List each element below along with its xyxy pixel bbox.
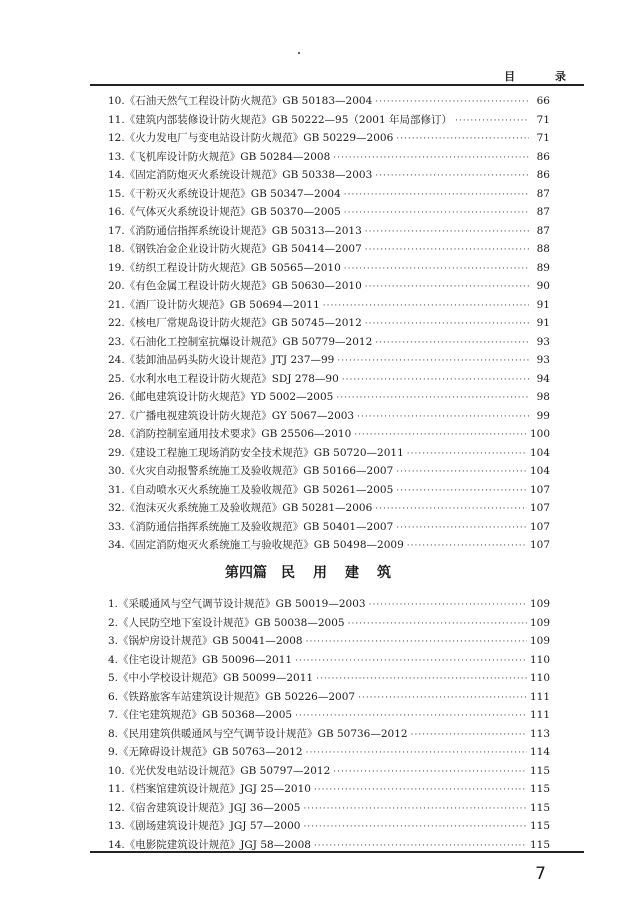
toc-entry[interactable]	[108, 652, 550, 671]
toc-entry-page: 110	[529, 672, 550, 684]
toc-entry-page: 86	[536, 150, 550, 163]
toc-entry-title: 26.《邮电建筑设计防火规范》YD 5002—2005	[108, 391, 334, 403]
toc-leader-dots	[365, 227, 529, 237]
toc-entry[interactable]	[108, 297, 550, 316]
toc-leader-dots	[306, 748, 527, 758]
toc-leader-dots	[323, 301, 529, 311]
toc-entry-title: 10.《石油天然气工程设计防火规范》GB 50183—2004	[108, 95, 373, 107]
toc-entry[interactable]	[108, 260, 550, 279]
toc-entry[interactable]	[108, 389, 550, 408]
toc-entry[interactable]	[108, 818, 550, 837]
toc-entry[interactable]	[108, 615, 550, 634]
toc-entry-page: 109	[529, 616, 550, 629]
toc-entry[interactable]	[108, 519, 550, 538]
toc-entry-page: 66	[536, 95, 550, 107]
toc-leader-dots	[344, 208, 529, 218]
toc-entry-title: 1.《采暖通风与空气调节设计规范》GB 50019—2003	[108, 598, 366, 610]
toc-entry[interactable]	[108, 707, 550, 726]
toc-entry[interactable]	[108, 241, 550, 260]
toc-leader-dots	[396, 134, 529, 144]
toc-entry-page: 71	[536, 132, 550, 144]
toc-entry[interactable]	[108, 596, 550, 615]
toc-entry-page: 89	[536, 261, 550, 274]
toc-entry-title: 19.《纺织工程设计防火规范》GB 50565—2010	[108, 261, 341, 274]
toc-entry-title: 11.《建筑内部装修设计防火规范》GB 50222—95（2001 年局部修订）	[108, 113, 452, 126]
toc-entry[interactable]	[108, 670, 550, 689]
toc-leader-dots	[455, 116, 529, 126]
toc-entry[interactable]	[108, 445, 550, 464]
toc-entry[interactable]	[108, 426, 550, 445]
toc-leader-dots	[365, 319, 529, 329]
toc-entry-page: 93	[536, 354, 550, 366]
toc-entry-title: 13.《剧场建筑设计规范》JGJ 57—2000	[108, 820, 301, 832]
toc-entry-title: 32.《泡沫灭火系统施工及验收规范》GB 50281—2006	[108, 502, 373, 514]
toc-leader-dots	[375, 171, 529, 181]
toc-entry-page: 115	[529, 783, 550, 795]
toc-leader-dots	[375, 97, 529, 107]
toc-entry-page: 107	[529, 539, 550, 551]
toc-leader-dots	[354, 430, 527, 440]
toc-entry-title: 14.《电影院建筑设计规范》JGJ 58—2008	[108, 838, 311, 851]
section-title	[0, 562, 634, 582]
header-rule	[90, 84, 584, 86]
toc-leader-dots	[396, 486, 527, 496]
toc-entry-title: 11.《档案馆建筑设计规范》JGJ 25—2010	[108, 783, 311, 795]
toc-entry-page: 91	[536, 317, 550, 329]
toc-entry[interactable]	[108, 149, 550, 168]
toc-entry-page: 94	[536, 372, 550, 385]
dot-mark	[298, 52, 300, 54]
toc-entry-title: 5.《中小学校设计规范》GB 50099—2011	[108, 672, 314, 684]
toc-entry-page: 109	[529, 635, 550, 647]
toc-leader-dots	[337, 356, 529, 366]
toc-entry-page: 111	[529, 690, 550, 703]
toc-leader-dots	[314, 785, 527, 795]
page-number: 7	[535, 864, 546, 884]
toc-entry[interactable]	[108, 689, 550, 708]
toc-entry-title: 13.《飞机库设计防火规范》GB 50284—2008	[108, 150, 331, 163]
toc-entry[interactable]	[108, 186, 550, 205]
toc-leader-dots	[407, 541, 527, 551]
toc-entry[interactable]	[108, 408, 550, 427]
toc-entry-title: 2.《人民防空地下室设计规范》GB 50038—2005	[108, 616, 345, 629]
toc-entry-page: 115	[529, 820, 550, 832]
toc-entry-page: 104	[529, 465, 550, 477]
toc-entry-page: 87	[536, 224, 550, 237]
toc-entry-title: 8.《民用建筑供暖通风与空气调节设计规范》GB 50736—2012	[108, 727, 408, 740]
toc-leader-dots	[365, 245, 529, 255]
toc-entry-title: 20.《有色金属工程设计防火规范》GB 50630—2010	[108, 280, 362, 292]
toc-leader-dots	[333, 153, 529, 163]
toc-leader-dots	[375, 504, 527, 514]
toc-entry-page: 87	[536, 206, 550, 218]
toc-entry[interactable]	[108, 500, 550, 519]
toc-leader-dots	[365, 282, 529, 292]
toc-entry-title: 16.《气体灭火系统设计规范》GB 50370—2005	[108, 206, 341, 218]
toc-entry-title: 30.《火灾自动报警系统施工及验收规范》GB 50166—2007	[108, 465, 394, 477]
toc-entry-title: 4.《住宅设计规范》GB 50096—2011	[108, 653, 293, 666]
toc-entry-title: 3.《锅炉房设计规范》GB 50041—2008	[108, 635, 303, 647]
toc-entry-title: 7.《住宅建筑规范》GB 50368—2005	[108, 709, 293, 721]
toc-entry-page: 115	[529, 838, 550, 851]
toc-entry-page: 90	[536, 280, 550, 292]
toc-leader-dots	[411, 730, 527, 740]
toc-entry-title: 17.《消防通信指挥系统设计规范》GB 50313—2013	[108, 224, 362, 237]
toc-leader-dots	[303, 822, 527, 832]
toc-entry-title: 15.《干粉灭火系统设计规范》GB 50347—2004	[108, 187, 341, 200]
toc-leader-dots	[396, 467, 527, 477]
toc-leader-dots	[396, 523, 527, 533]
toc-entry[interactable]	[108, 726, 550, 745]
toc-leader-dots	[375, 338, 529, 348]
toc-entry-page: 107	[529, 520, 550, 533]
footer-rule	[90, 851, 584, 853]
toc-entry-title: 23.《石油化工控制室抗爆设计规范》GB 50779—2012	[108, 335, 373, 348]
toc-entry-title: 12.《宿舍建筑设计规范》JGJ 36—2005	[108, 801, 301, 814]
toc-leader-dots	[342, 375, 529, 385]
toc-entry[interactable]	[108, 278, 550, 297]
toc-leader-dots	[344, 264, 529, 274]
toc-entry-page: 107	[529, 502, 550, 514]
toc-leader-dots	[295, 656, 527, 666]
toc-entry-page: 99	[536, 409, 550, 422]
toc-leader-dots	[314, 841, 527, 851]
toc-entry[interactable]	[108, 334, 550, 353]
toc-entry[interactable]	[108, 167, 550, 186]
toc-entry[interactable]	[108, 130, 550, 149]
toc-leader-dots	[344, 190, 529, 200]
toc-entry-title: 33.《消防通信指挥系统施工及验收规范》GB 50401—2007	[108, 520, 394, 533]
toc-entry[interactable]	[108, 371, 550, 390]
toc-entry-page: 110	[529, 653, 550, 666]
toc-entry-title: 25.《水利水电工程设计防火规范》SDJ 278—90	[108, 372, 339, 385]
toc-entry-title: 10.《光伏发电站设计规范》GB 50797—2012	[108, 764, 331, 777]
toc-entry-page: 98	[536, 391, 550, 403]
toc-entry-page: 115	[529, 764, 550, 777]
toc-entry[interactable]	[108, 781, 550, 800]
toc-entry-title: 6.《铁路旅客车站建筑设计规范》GB 50226—2007	[108, 690, 356, 703]
toc-entry-page: 71	[536, 113, 550, 126]
toc-entry-page: 114	[529, 746, 550, 758]
toc-entry-title: 27.《广播电视建筑设计防火规范》GY 5067—2003	[108, 409, 355, 422]
toc-leader-dots	[348, 619, 527, 629]
toc-entry-title: 34.《固定消防炮灭火系统施工与验收规范》GB 50498—2009	[108, 539, 404, 551]
toc-leader-dots	[407, 449, 527, 459]
toc-entry-page: 113	[529, 727, 550, 740]
toc-entry-page: 86	[536, 169, 550, 181]
toc-entry-title: 18.《钢铁冶金企业设计防火规范》GB 50414—2007	[108, 243, 362, 255]
toc-entry-page: 91	[536, 298, 550, 311]
toc-entry-title: 12.《火力发电厂与变电站设计防火规范》GB 50229—2006	[108, 132, 394, 144]
toc-list-civil-buildings	[108, 596, 550, 855]
toc-entry-title: 21.《酒厂设计防火规范》GB 50694—2011	[108, 298, 320, 311]
toc-leader-dots	[303, 804, 527, 814]
toc-leader-dots	[369, 600, 527, 610]
toc-leader-dots	[306, 637, 527, 647]
toc-entry[interactable]	[108, 537, 550, 556]
section-part: 第四篇	[225, 565, 267, 581]
toc-leader-dots	[336, 393, 529, 403]
toc-entry-title: 31.《自动喷水灭火系统施工及验收规范》GB 50261—2005	[108, 483, 394, 496]
toc-entry-page: 93	[536, 335, 550, 348]
toc-entry-page: 87	[536, 187, 550, 200]
toc-entry-page: 111	[529, 709, 550, 721]
toc-entry[interactable]	[108, 744, 550, 763]
toc-entry[interactable]	[108, 463, 550, 482]
toc-entry[interactable]	[108, 763, 550, 782]
toc-entry-page: 88	[536, 243, 550, 255]
toc-entry-title: 24.《装卸油品码头防火设计规范》JTJ 237—99	[108, 354, 335, 366]
header-label: 目 录	[504, 70, 584, 83]
toc-entry[interactable]	[108, 482, 550, 501]
toc-entry-title: 29.《建设工程施工现场消防安全技术规范》GB 50720—2011	[108, 446, 404, 459]
toc-entry-title: 28.《消防控制室通用技术要求》GB 25506—2010	[108, 428, 352, 440]
toc-leader-dots	[333, 767, 527, 777]
toc-leader-dots	[357, 412, 529, 422]
toc-entry-page: 115	[529, 801, 550, 814]
toc-entry[interactable]	[108, 315, 550, 334]
toc-entry[interactable]	[108, 800, 550, 819]
toc-list-fire-protection	[108, 93, 550, 556]
toc-entry-title: 14.《固定消防炮灭火系统设计规范》GB 50338—2003	[108, 169, 373, 181]
toc-entry-page: 107	[529, 483, 550, 496]
toc-entry-page: 100	[529, 428, 550, 440]
toc-leader-dots	[316, 674, 527, 684]
toc-entry[interactable]	[108, 352, 550, 371]
toc-entry[interactable]	[108, 204, 550, 223]
toc-entry-title: 9.《无障碍设计规范》GB 50763—2012	[108, 746, 303, 758]
toc-entry-page: 104	[529, 446, 550, 459]
toc-leader-dots	[358, 693, 527, 703]
toc-entry[interactable]	[108, 223, 550, 242]
section-name: 民用建筑	[281, 565, 409, 581]
toc-entry-page: 109	[529, 598, 550, 610]
toc-entry-title: 22.《核电厂常规岛设计防火规范》GB 50745—2012	[108, 317, 362, 329]
toc-entry[interactable]	[108, 633, 550, 652]
toc-entry[interactable]	[108, 112, 550, 131]
toc-entry[interactable]	[108, 93, 550, 112]
toc-leader-dots	[295, 711, 527, 721]
